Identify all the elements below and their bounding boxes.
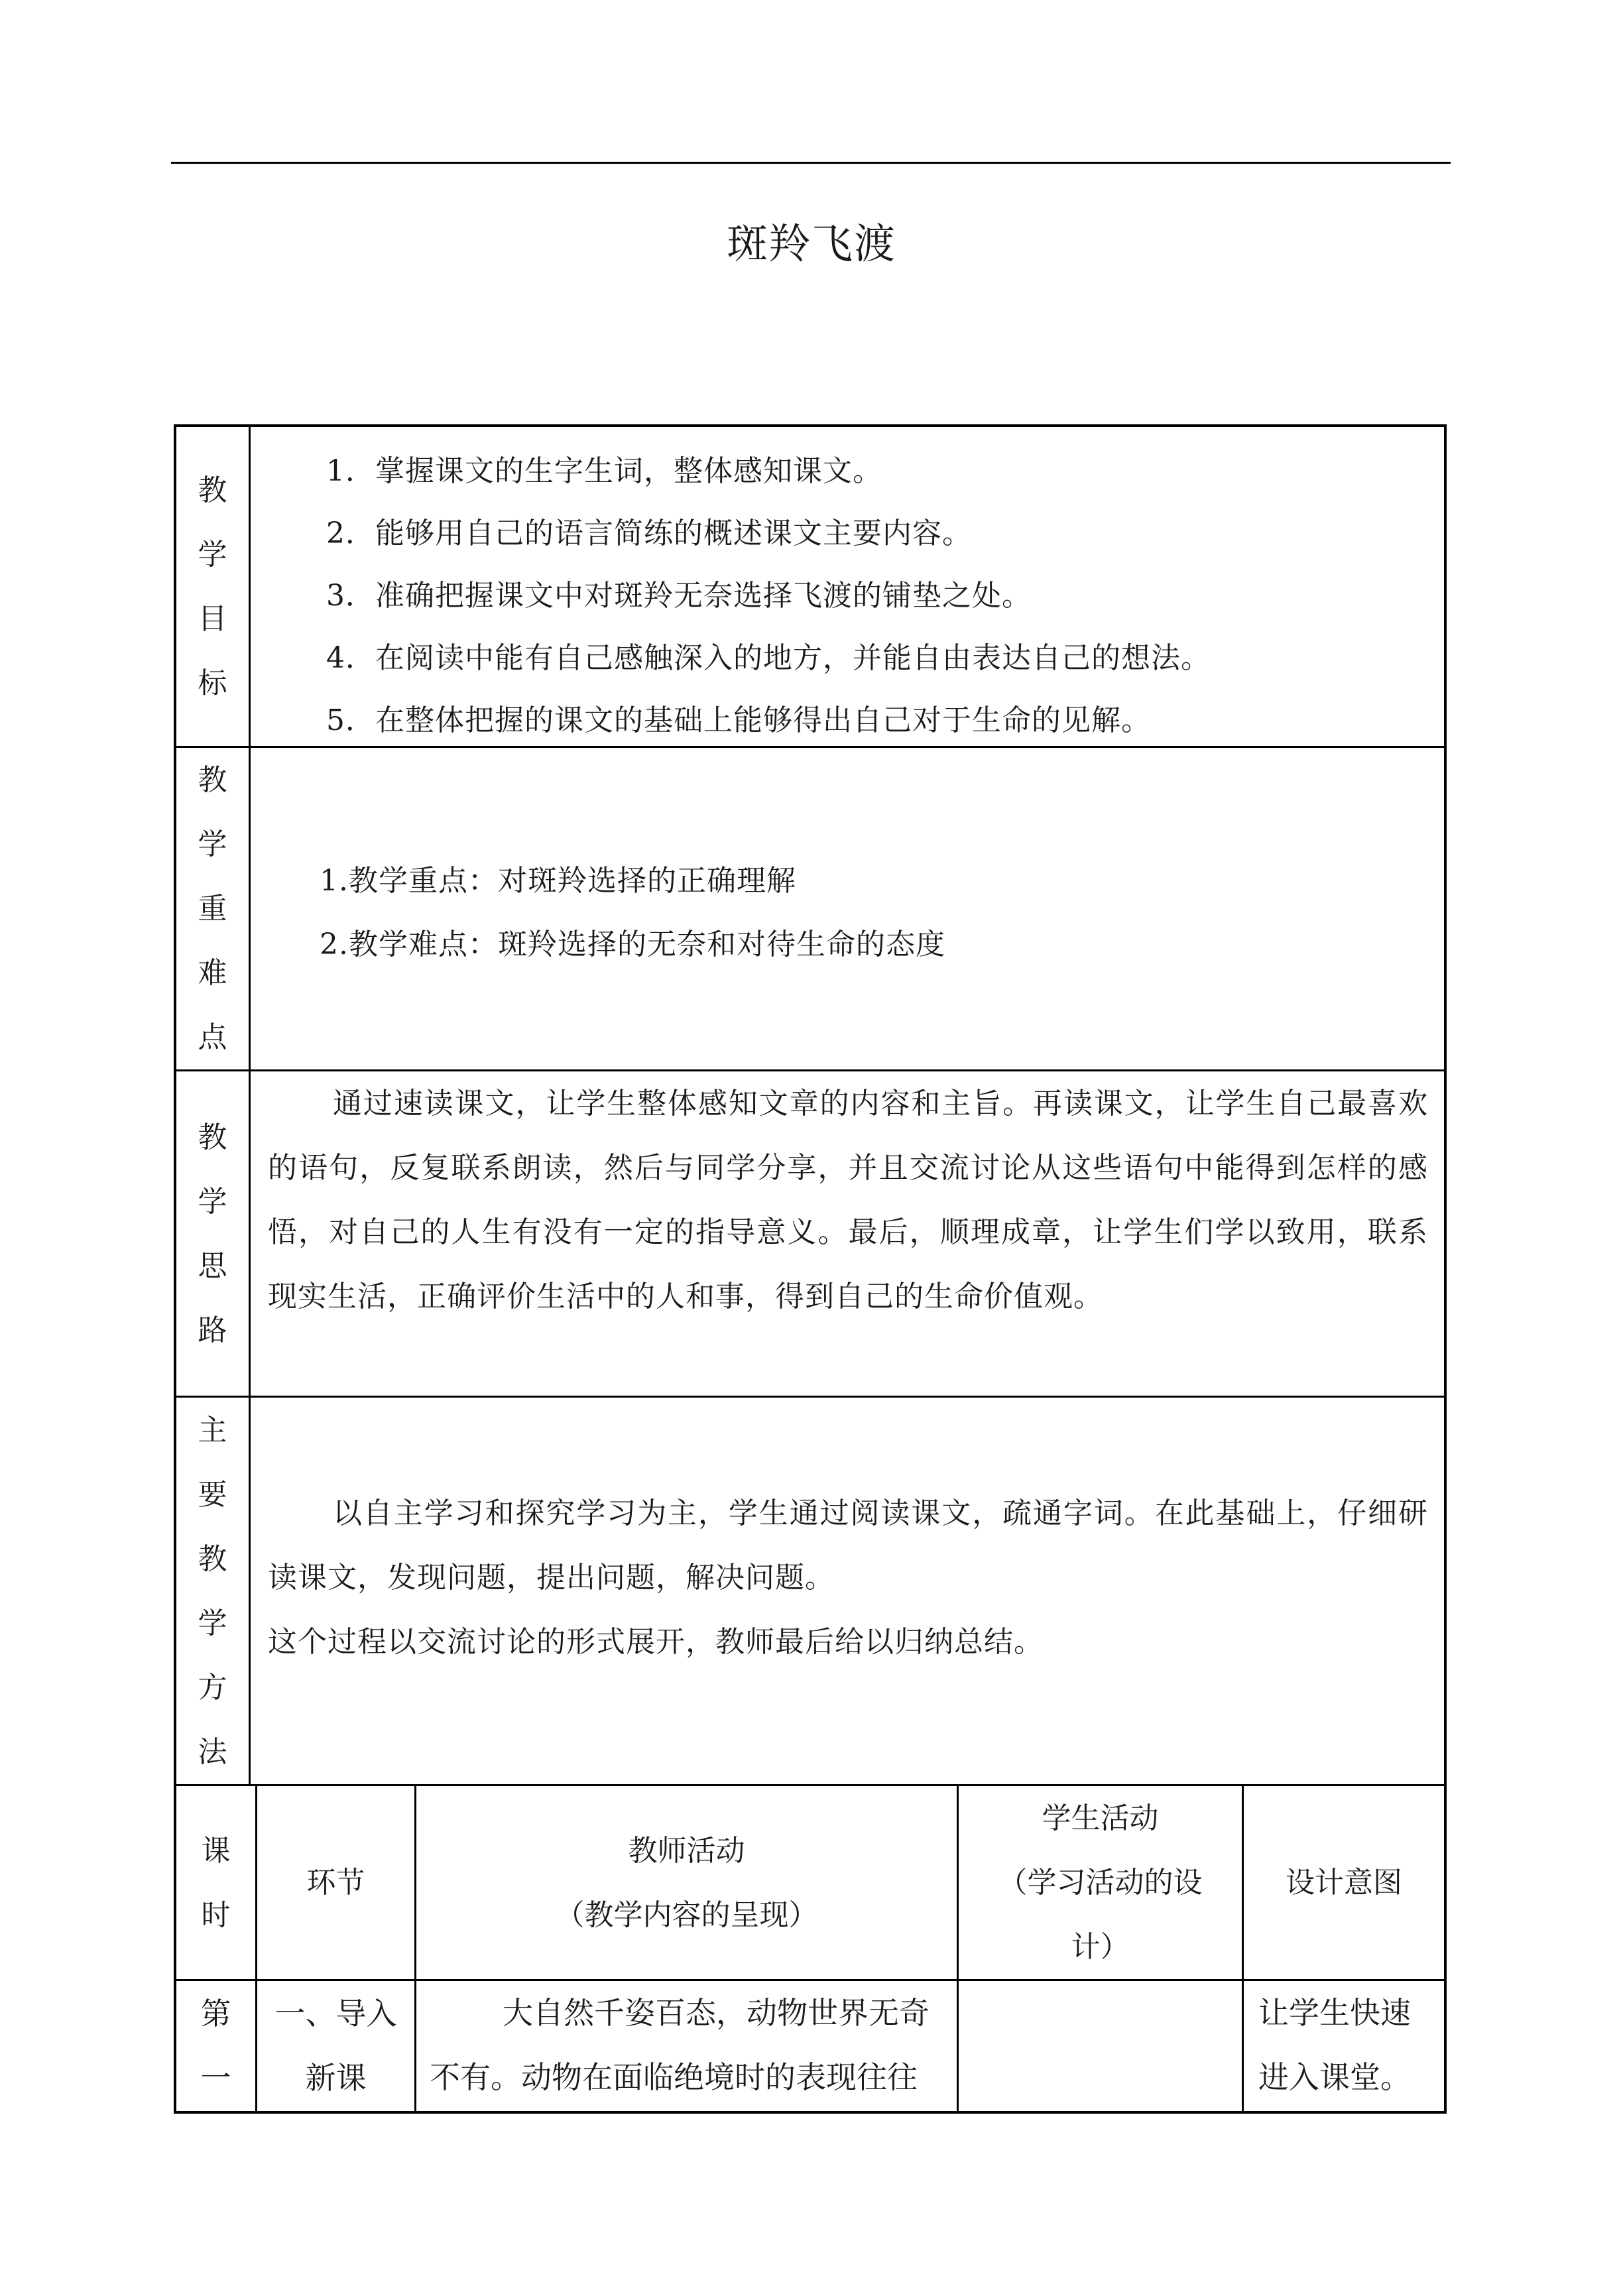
period-char: 一 bbox=[200, 2060, 231, 2096]
intent-line: 进入课堂。 bbox=[1258, 2059, 1411, 2095]
row-teacher-activity bbox=[416, 1981, 959, 2111]
header-design-intent bbox=[1244, 1786, 1444, 1979]
label-char: 路 bbox=[198, 1313, 227, 1347]
label-char: 重 bbox=[198, 892, 227, 926]
approach-text: 通过速读课文，让学生整体感知文章的内容和主旨。再读课文，让学生自己最喜欢的语句，反复联系朗读，然后与同学分享，并且交流讨论从这些语句中能得到怎样的感悟，对自己的人生有没有一定的指导意义。最后，顺理成章，让学生们学以致用，联系现实生活，正确评价生活中的人和事，得到自己的生命价值观。 bbox=[268, 1087, 1428, 1313]
goal-item: 5．在整体把握的课文的基础上能够得出自己对于生命的见解。 bbox=[326, 703, 1151, 737]
schedule-header-row bbox=[176, 1786, 1444, 1981]
label-char: 教 bbox=[198, 473, 227, 507]
header-intent-text: 设计意图 bbox=[1286, 1866, 1402, 1900]
label-char: 标 bbox=[198, 666, 227, 700]
page-title: 斑羚飞渡 bbox=[726, 219, 896, 268]
header-stage-text: 环节 bbox=[306, 1866, 365, 1900]
row-methods bbox=[176, 1398, 1444, 1786]
key-points-label bbox=[176, 748, 251, 1069]
row-teaching-goals bbox=[176, 427, 1444, 748]
methods-content bbox=[252, 1398, 1444, 1784]
row-design-intent bbox=[1244, 1981, 1444, 2111]
goal-item: 3．准确把握课文中对斑羚无奈选择飞渡的铺垫之处。 bbox=[326, 579, 1032, 613]
row-approach bbox=[176, 1071, 1444, 1398]
goals-content bbox=[252, 427, 1444, 746]
label-char: 目 bbox=[198, 601, 227, 636]
header-student-line: （学习活动的设 bbox=[998, 1866, 1203, 1900]
label-char: 教 bbox=[198, 1120, 227, 1154]
stage-line: 一、导入 bbox=[274, 1996, 397, 2031]
header-student-activity bbox=[959, 1786, 1244, 1979]
label-char: 教 bbox=[198, 1541, 227, 1576]
header-period-char: 课 bbox=[201, 1833, 231, 1868]
label-char: 学 bbox=[198, 537, 227, 572]
row-stage bbox=[257, 1981, 416, 2111]
row-period bbox=[176, 1981, 257, 2111]
row-student-activity bbox=[959, 1981, 1244, 2111]
goal-item: 1．掌握课文的生字生词，整体感知课文。 bbox=[326, 454, 882, 488]
label-char: 点 bbox=[198, 1020, 227, 1054]
stage-line: 新课 bbox=[305, 2060, 367, 2096]
header-rule bbox=[171, 162, 1451, 164]
methods-paragraph-1: 以自主学习和探究学习为主，学生通过阅读课文，疏通字词。在此基础上，仔细研读课文，发现问题，提出问题，解决问题。 bbox=[268, 1496, 1428, 1595]
header-teacher-activity bbox=[416, 1786, 959, 1979]
goals-label bbox=[176, 427, 251, 746]
header-stage bbox=[257, 1786, 416, 1979]
schedule-row bbox=[176, 1981, 1444, 2111]
label-char: 难 bbox=[198, 956, 227, 990]
label-char: 学 bbox=[198, 827, 227, 861]
approach-content bbox=[252, 1071, 1444, 1396]
label-char: 思 bbox=[198, 1248, 227, 1283]
label-char: 学 bbox=[198, 1184, 227, 1219]
methods-label bbox=[176, 1398, 251, 1784]
label-char: 法 bbox=[198, 1734, 227, 1769]
label-char: 主 bbox=[198, 1413, 227, 1447]
teacher-line: 大自然千姿百态，动物世界无奇 bbox=[503, 1995, 930, 2031]
label-char: 方 bbox=[198, 1670, 227, 1705]
label-char: 学 bbox=[198, 1606, 227, 1640]
key-point-item: 1.教学重点：对斑羚选择的正确理解 bbox=[320, 864, 796, 898]
period-char: 第 bbox=[200, 1996, 231, 2031]
teacher-line: 不有。动物在面临绝境时的表现往往 bbox=[430, 2059, 918, 2095]
key-points-content bbox=[252, 748, 1444, 1069]
label-char: 教 bbox=[198, 763, 227, 797]
header-teacher-line: 教师活动 bbox=[628, 1833, 745, 1868]
header-period bbox=[176, 1786, 257, 1979]
goal-item: 2．能够用自己的语言简练的概述课文主要内容。 bbox=[326, 516, 972, 550]
goal-item: 4．在阅读中能有自己感触深入的地方，并能自由表达自己的想法。 bbox=[326, 641, 1211, 675]
label-char: 要 bbox=[198, 1477, 227, 1512]
approach-label bbox=[176, 1071, 251, 1396]
header-teacher-line: （教学内容的呈现） bbox=[555, 1898, 818, 1932]
row-key-points bbox=[176, 748, 1444, 1071]
header-student-line: 计） bbox=[1071, 1930, 1130, 1964]
intent-line: 让学生快速 bbox=[1258, 1995, 1411, 2031]
header-student-line: 学生活动 bbox=[1042, 1801, 1159, 1835]
lesson-plan-table bbox=[174, 424, 1447, 2114]
methods-paragraph-2: 这个过程以交流讨论的形式展开，教师最后给以归纳总结。 bbox=[268, 1625, 1044, 1659]
key-point-item: 2.教学难点：斑羚选择的无奈和对待生命的态度 bbox=[320, 928, 945, 961]
header-period-char: 时 bbox=[201, 1898, 231, 1932]
